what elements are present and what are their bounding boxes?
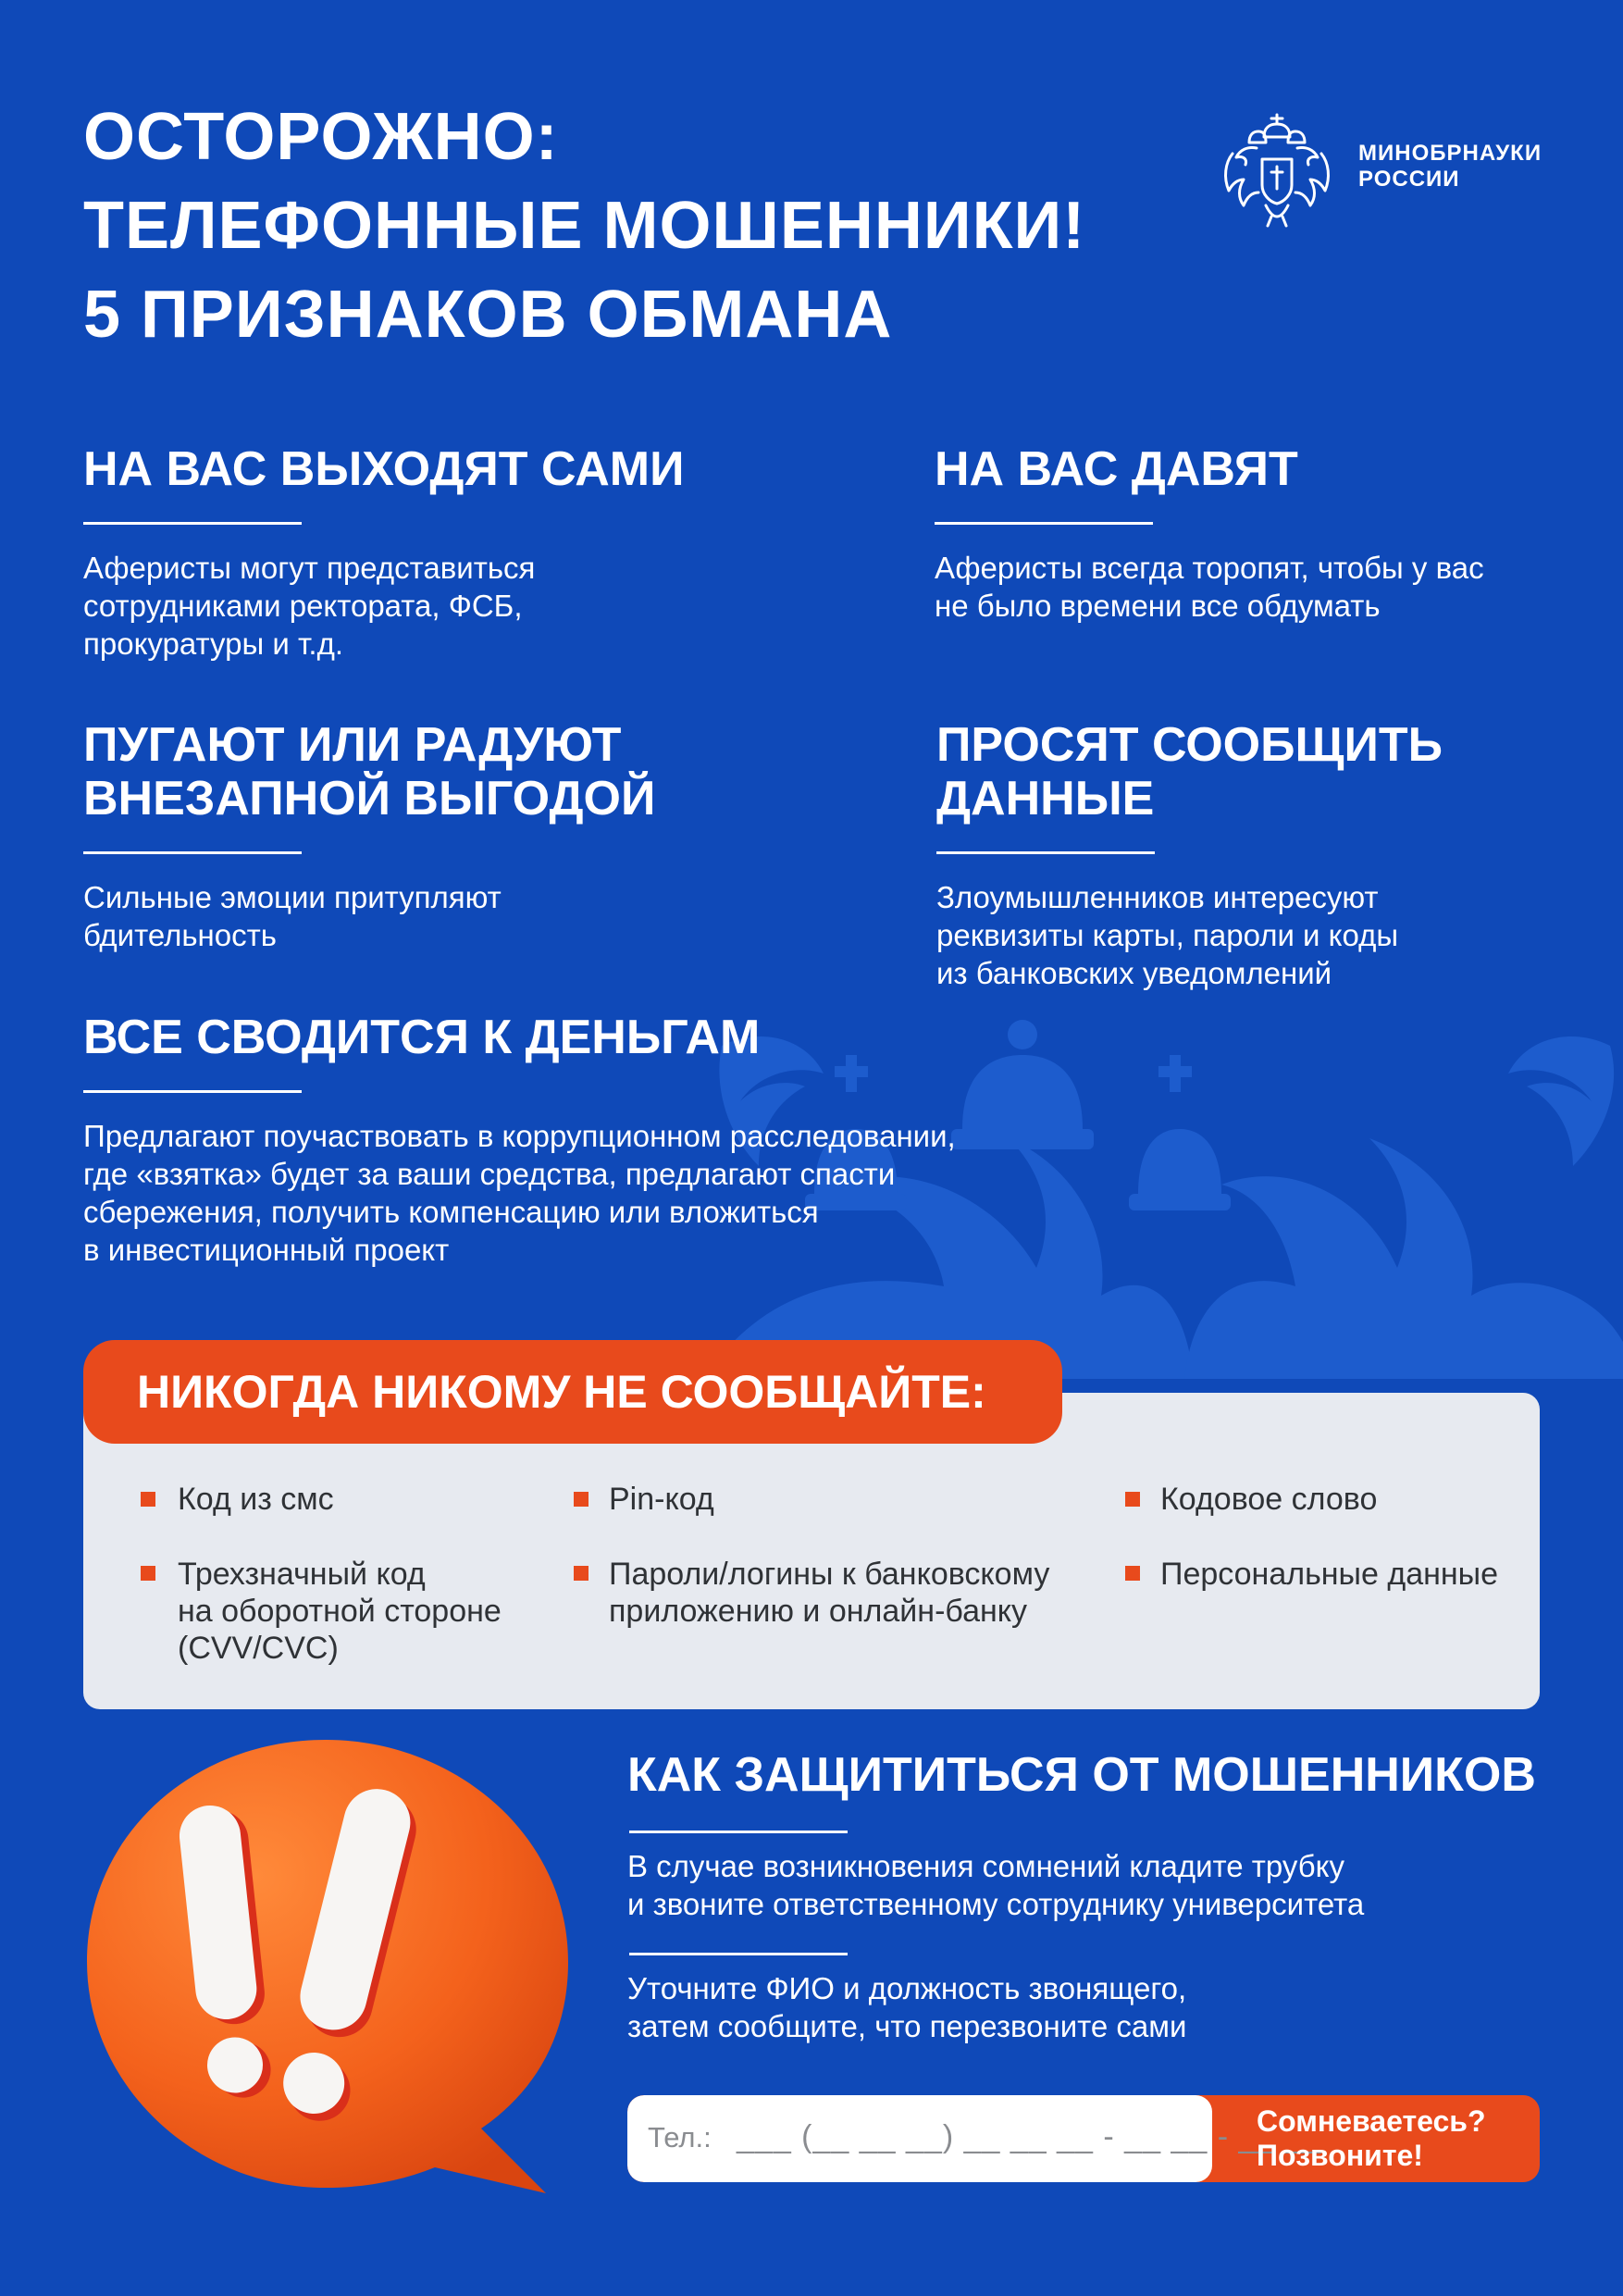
sign-description xyxy=(83,878,842,954)
sign-text-line: бдительность xyxy=(83,918,277,952)
protect-tip xyxy=(627,1847,1364,1923)
never-item-line: Персональные данные xyxy=(1160,1557,1499,1592)
protect-title: КАК ЗАЩИТИТЬСЯ ОТ МОШЕННИКОВ xyxy=(627,1748,1536,1802)
sign-text-line: в инвестиционный проект xyxy=(83,1233,450,1267)
never-item-line: Код из смс xyxy=(178,1482,334,1517)
sign-text-line: не было времени все обдумать xyxy=(935,589,1381,623)
sign-title xyxy=(935,442,1582,496)
title-underline xyxy=(83,522,302,525)
sign-text-line: Сильные эмоции притупляют xyxy=(83,880,502,914)
sign-text-line: Злоумышленников интересуют xyxy=(936,880,1379,914)
bullet-square-icon xyxy=(574,1492,588,1507)
sign-title xyxy=(936,718,1584,825)
sign-text-line: из банковских уведомлений xyxy=(936,956,1332,990)
never-share-item xyxy=(178,1556,502,1667)
call-prompt xyxy=(1257,2104,1486,2173)
never-share-item xyxy=(609,1556,1049,1630)
sign-description xyxy=(83,1117,1101,1269)
ministry-name xyxy=(1358,141,1542,192)
bullet-square-icon xyxy=(1125,1566,1140,1581)
sign-text-line: Предлагают поучаствовать в коррупционном расследовании, xyxy=(83,1119,956,1153)
phone-bar xyxy=(627,2095,1540,2182)
sign-text-line: сотрудниками ректората, ФСБ, xyxy=(83,589,523,623)
title-underline xyxy=(629,1831,848,1833)
bullet-square-icon xyxy=(1125,1492,1140,1507)
phone-number-field xyxy=(627,2095,1322,2182)
title-line-1: ОСТОРОЖНО: xyxy=(83,100,559,174)
page-title xyxy=(83,93,1085,359)
sign-title-line: ДАННЫЕ xyxy=(936,772,1155,825)
sign-title xyxy=(83,1011,1101,1064)
ministry-name-line-1: МИНОБРНАУКИ xyxy=(1358,141,1542,166)
never-share-item xyxy=(609,1481,714,1518)
sign-description xyxy=(83,549,842,663)
sign-title-line: НА ВАС ВЫХОДЯТ САМИ xyxy=(83,442,685,496)
never-item-line: Pin-код xyxy=(609,1482,714,1517)
tip-divider xyxy=(629,1953,848,1955)
sign-card xyxy=(83,1011,1101,1269)
protect-tip-line: затем сообщите, что перезвоните сами xyxy=(627,2009,1187,2043)
sign-title xyxy=(83,442,842,496)
bullet-square-icon xyxy=(574,1566,588,1581)
sign-text-line: где «взятка» будет за ваши средства, предлагают спасти xyxy=(83,1157,896,1191)
sign-card xyxy=(936,718,1584,992)
sign-title-line: ВНЕЗАПНОЙ ВЫГОДОЙ xyxy=(83,772,656,825)
sign-text-line: прокуратуры и т.д. xyxy=(83,627,343,661)
sign-title-line: ПРОСЯТ СООБЩИТЬ xyxy=(936,718,1443,772)
title-underline xyxy=(83,1090,302,1093)
title-line-3: 5 ПРИЗНАКОВ ОБМАНА xyxy=(83,278,893,352)
title-underline xyxy=(935,522,1153,525)
never-item-line: Пароли/логины к банковскому xyxy=(609,1557,1050,1592)
ministry-name-line-2: РОССИИ xyxy=(1358,167,1460,192)
never-share-title: НИКОГДА НИКОМУ НЕ СООБЩАЙТЕ: xyxy=(137,1366,986,1418)
sign-title-line: ВСЕ СВОДИТСЯ К ДЕНЬГАМ xyxy=(83,1011,761,1064)
bullet-square-icon xyxy=(141,1492,155,1507)
double-exclamation-speech-bubble-icon xyxy=(83,1732,574,2214)
protect-tip-line: Уточните ФИО и должность звонящего, xyxy=(627,1971,1187,2005)
call-prompt-line: Сомневаетесь? xyxy=(1257,2104,1486,2138)
protect-tip-line: и звоните ответственному сотруднику университета xyxy=(627,1887,1365,1921)
never-share-item xyxy=(1160,1556,1498,1593)
phone-number-placeholder: ___ (__ __ __) __ __ __ - __ __ - __ __ xyxy=(737,2119,1322,2154)
sign-title xyxy=(83,718,842,825)
sign-text-line: сбережения, получить компенсацию или вложиться xyxy=(83,1195,819,1229)
never-item-line: приложению и онлайн-банку xyxy=(609,1594,1028,1629)
sign-text-line: Аферисты всегда торопят, чтобы у вас xyxy=(935,551,1484,585)
title-underline xyxy=(83,851,302,854)
eagle-emblem-icon xyxy=(1220,105,1334,231)
phone-label: Тел.: xyxy=(648,2121,712,2153)
title-underline xyxy=(936,851,1155,854)
bullet-square-icon xyxy=(141,1566,155,1581)
sign-title-line: ПУГАЮТ ИЛИ РАДУЮТ xyxy=(83,718,622,772)
sign-card xyxy=(83,442,842,663)
sign-description xyxy=(935,549,1582,625)
protect-tip xyxy=(627,1969,1186,2045)
sign-text-line: Аферисты могут представиться xyxy=(83,551,536,585)
never-item-line: (CVV/CVC) xyxy=(178,1631,339,1666)
never-item-line: Кодовое слово xyxy=(1160,1482,1378,1517)
never-share-item xyxy=(1160,1481,1377,1518)
never-share-item xyxy=(178,1481,334,1518)
never-item-line: Трехзначный код xyxy=(178,1557,426,1592)
call-prompt-line: Позвоните! xyxy=(1257,2139,1423,2172)
sign-card xyxy=(935,442,1582,625)
sign-description xyxy=(936,878,1584,992)
protect-tip-line: В случае возникновения сомнений кладите трубку xyxy=(627,1849,1344,1883)
title-line-2: ТЕЛЕФОННЫЕ МОШЕННИКИ! xyxy=(83,189,1086,263)
never-item-line: на оборотной стороне xyxy=(178,1594,502,1629)
sign-card xyxy=(83,718,842,954)
sign-text-line: реквизиты карты, пароли и коды xyxy=(936,918,1399,952)
sign-title-line: НА ВАС ДАВЯТ xyxy=(935,442,1298,496)
